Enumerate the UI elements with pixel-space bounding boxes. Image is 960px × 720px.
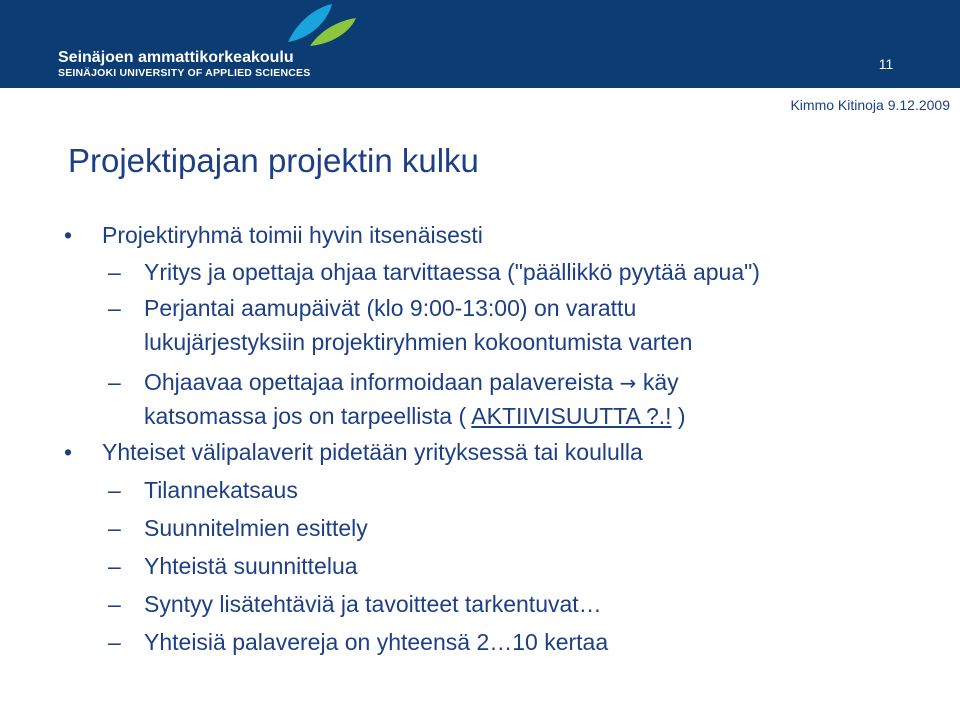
- sub-item-text-part: ): [671, 403, 686, 429]
- dash-marker: –: [108, 295, 121, 321]
- dash-marker: –: [108, 553, 121, 579]
- emphasis-text: AKTIIVISUUTTA ?.!: [471, 403, 672, 429]
- bullet-item: [64, 436, 72, 469]
- dash-marker: –: [108, 259, 121, 285]
- slide-number: 11: [878, 56, 894, 72]
- logo-name: Seinäjoen ammattikorkeakoulu: [58, 49, 294, 66]
- sub-item-text: Yhteisiä palavereja on yhteensä 2…10 kertaa: [144, 629, 609, 655]
- bullet-marker: •: [64, 222, 73, 248]
- sub-item-text: [144, 400, 686, 433]
- author-date: Kimmo Kitinoja 9.12.2009: [790, 97, 950, 113]
- sub-item-text: Yhteistä suunnittelua: [144, 553, 358, 579]
- sub-item-text: Tilannekatsaus: [144, 477, 298, 503]
- sub-item-text: [144, 366, 679, 400]
- sub-item-text: Syntyy lisätehtäviä ja tavoitteet tarkentuvat…: [144, 591, 602, 617]
- bullet-text: Yhteiset välipalaverit pidetään yrityksessä tai koululla: [102, 439, 643, 465]
- sub-item-text-part: Ohjaavaa opettajaa informoidaan palavereista: [144, 369, 614, 395]
- sub-item-text: Suunnitelmien esittely: [144, 515, 368, 541]
- dash-marker: –: [108, 591, 121, 617]
- sub-item-text: Perjantai aamupäivät (klo 9:00-13:00) on varattu: [144, 295, 637, 321]
- bullet-item: [64, 219, 72, 252]
- dash-marker: –: [108, 477, 121, 503]
- sub-item-text-part: käy: [642, 369, 679, 395]
- arrow-right-icon: →: [619, 371, 637, 395]
- dash-marker: –: [108, 629, 121, 655]
- bullet-marker: •: [64, 439, 73, 465]
- sub-item-text-part: katsomassa jos on tarpeellista (: [144, 403, 472, 429]
- sub-item-text: Yritys ja opettaja ohjaa tarvittaessa ("päällikkö pyytää apua"): [144, 259, 760, 285]
- dash-marker: –: [108, 369, 121, 395]
- slide-title: Projektipajan projektin kulku: [68, 142, 479, 179]
- bullet-text: Projektiryhmä toimii hyvin itsenäisesti: [102, 222, 483, 248]
- dash-marker: –: [108, 515, 121, 541]
- sub-item-text: lukujärjestyksiin projektiryhmien kokoontumista varten: [144, 329, 693, 355]
- logo-subtitle: SEINÄJOKI UNIVERSITY OF APPLIED SCIENCES: [58, 67, 311, 79]
